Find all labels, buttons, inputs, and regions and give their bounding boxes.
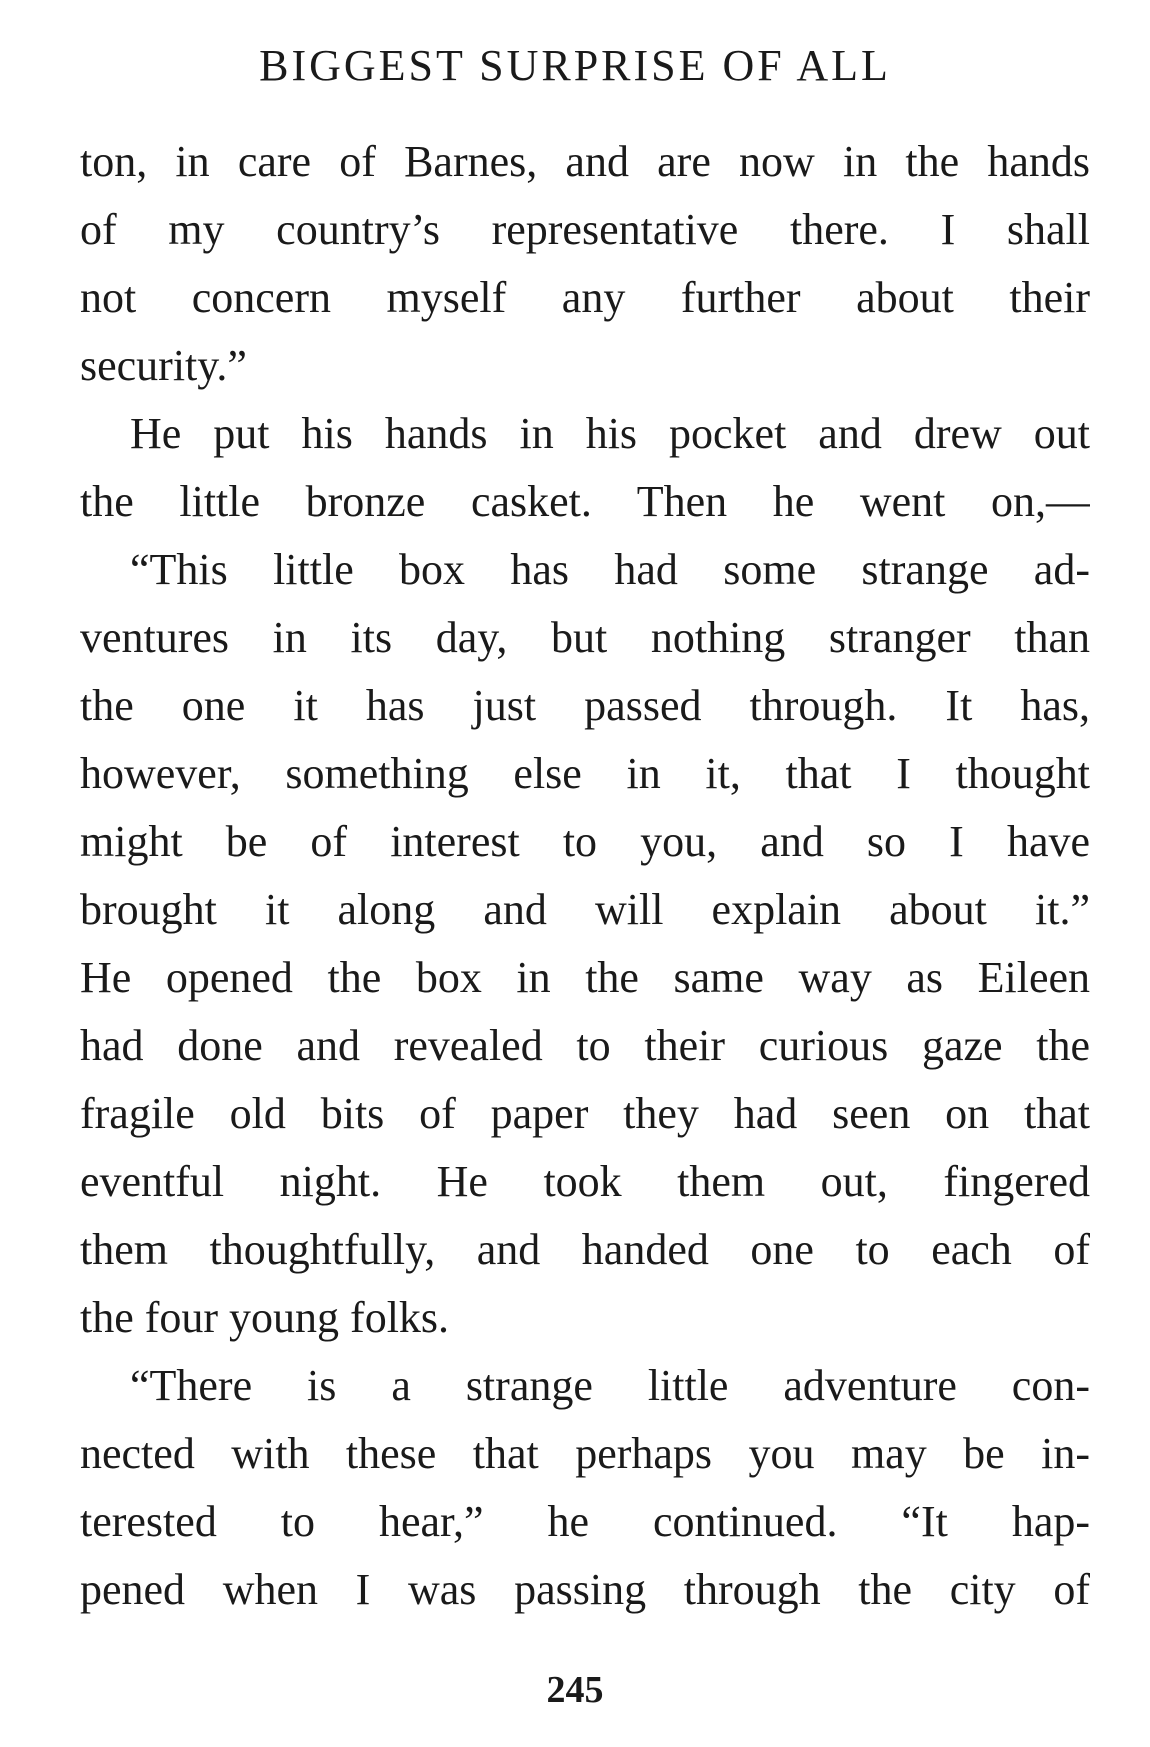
- text-line: ventures in its day, but nothing stranger than: [80, 613, 1090, 662]
- text-line: might be of interest to you, and so I have: [80, 817, 1090, 866]
- text-line: had done and revealed to their curious gaze the: [80, 1021, 1090, 1070]
- text-line: ton, in care of Barnes, and are now in the hands: [80, 137, 1090, 186]
- text-line: the four young folks.: [80, 1293, 450, 1342]
- text-line: terested to hear,” he continued. “It hap-: [80, 1497, 1090, 1546]
- body-text: [80, 128, 1090, 1624]
- text-line: security.”: [80, 341, 247, 390]
- text-line: He put his hands in his pocket and drew out: [130, 409, 1090, 458]
- text-line: the one it has just passed through. It has,: [80, 681, 1090, 730]
- text-line: fragile old bits of paper they had seen on that: [80, 1089, 1090, 1138]
- text-line: “There is a strange little adventure con-: [130, 1361, 1090, 1410]
- text-line: nected with these that perhaps you may be in-: [80, 1429, 1090, 1478]
- text-line: pened when I was passing through the city of: [80, 1565, 1090, 1614]
- text-line: however, something else in it, that I thought: [80, 749, 1090, 798]
- text-line: the little bronze casket. Then he went on,—: [80, 477, 1090, 526]
- running-head: BIGGEST SURPRISE OF ALL: [259, 41, 891, 90]
- text-line: “This little box has had some strange ad-: [130, 545, 1090, 594]
- text-line: not concern myself any further about their: [80, 273, 1090, 322]
- text-line: brought it along and will explain about it.”: [80, 885, 1090, 934]
- page-number: 245: [546, 1669, 604, 1711]
- text-line: of my country’s representative there. I shall: [80, 205, 1090, 254]
- text-line: them thoughtfully, and handed one to each of: [80, 1225, 1090, 1274]
- text-line: He opened the box in the same way as Eileen: [80, 953, 1090, 1002]
- text-line: eventful night. He took them out, fingered: [80, 1157, 1090, 1206]
